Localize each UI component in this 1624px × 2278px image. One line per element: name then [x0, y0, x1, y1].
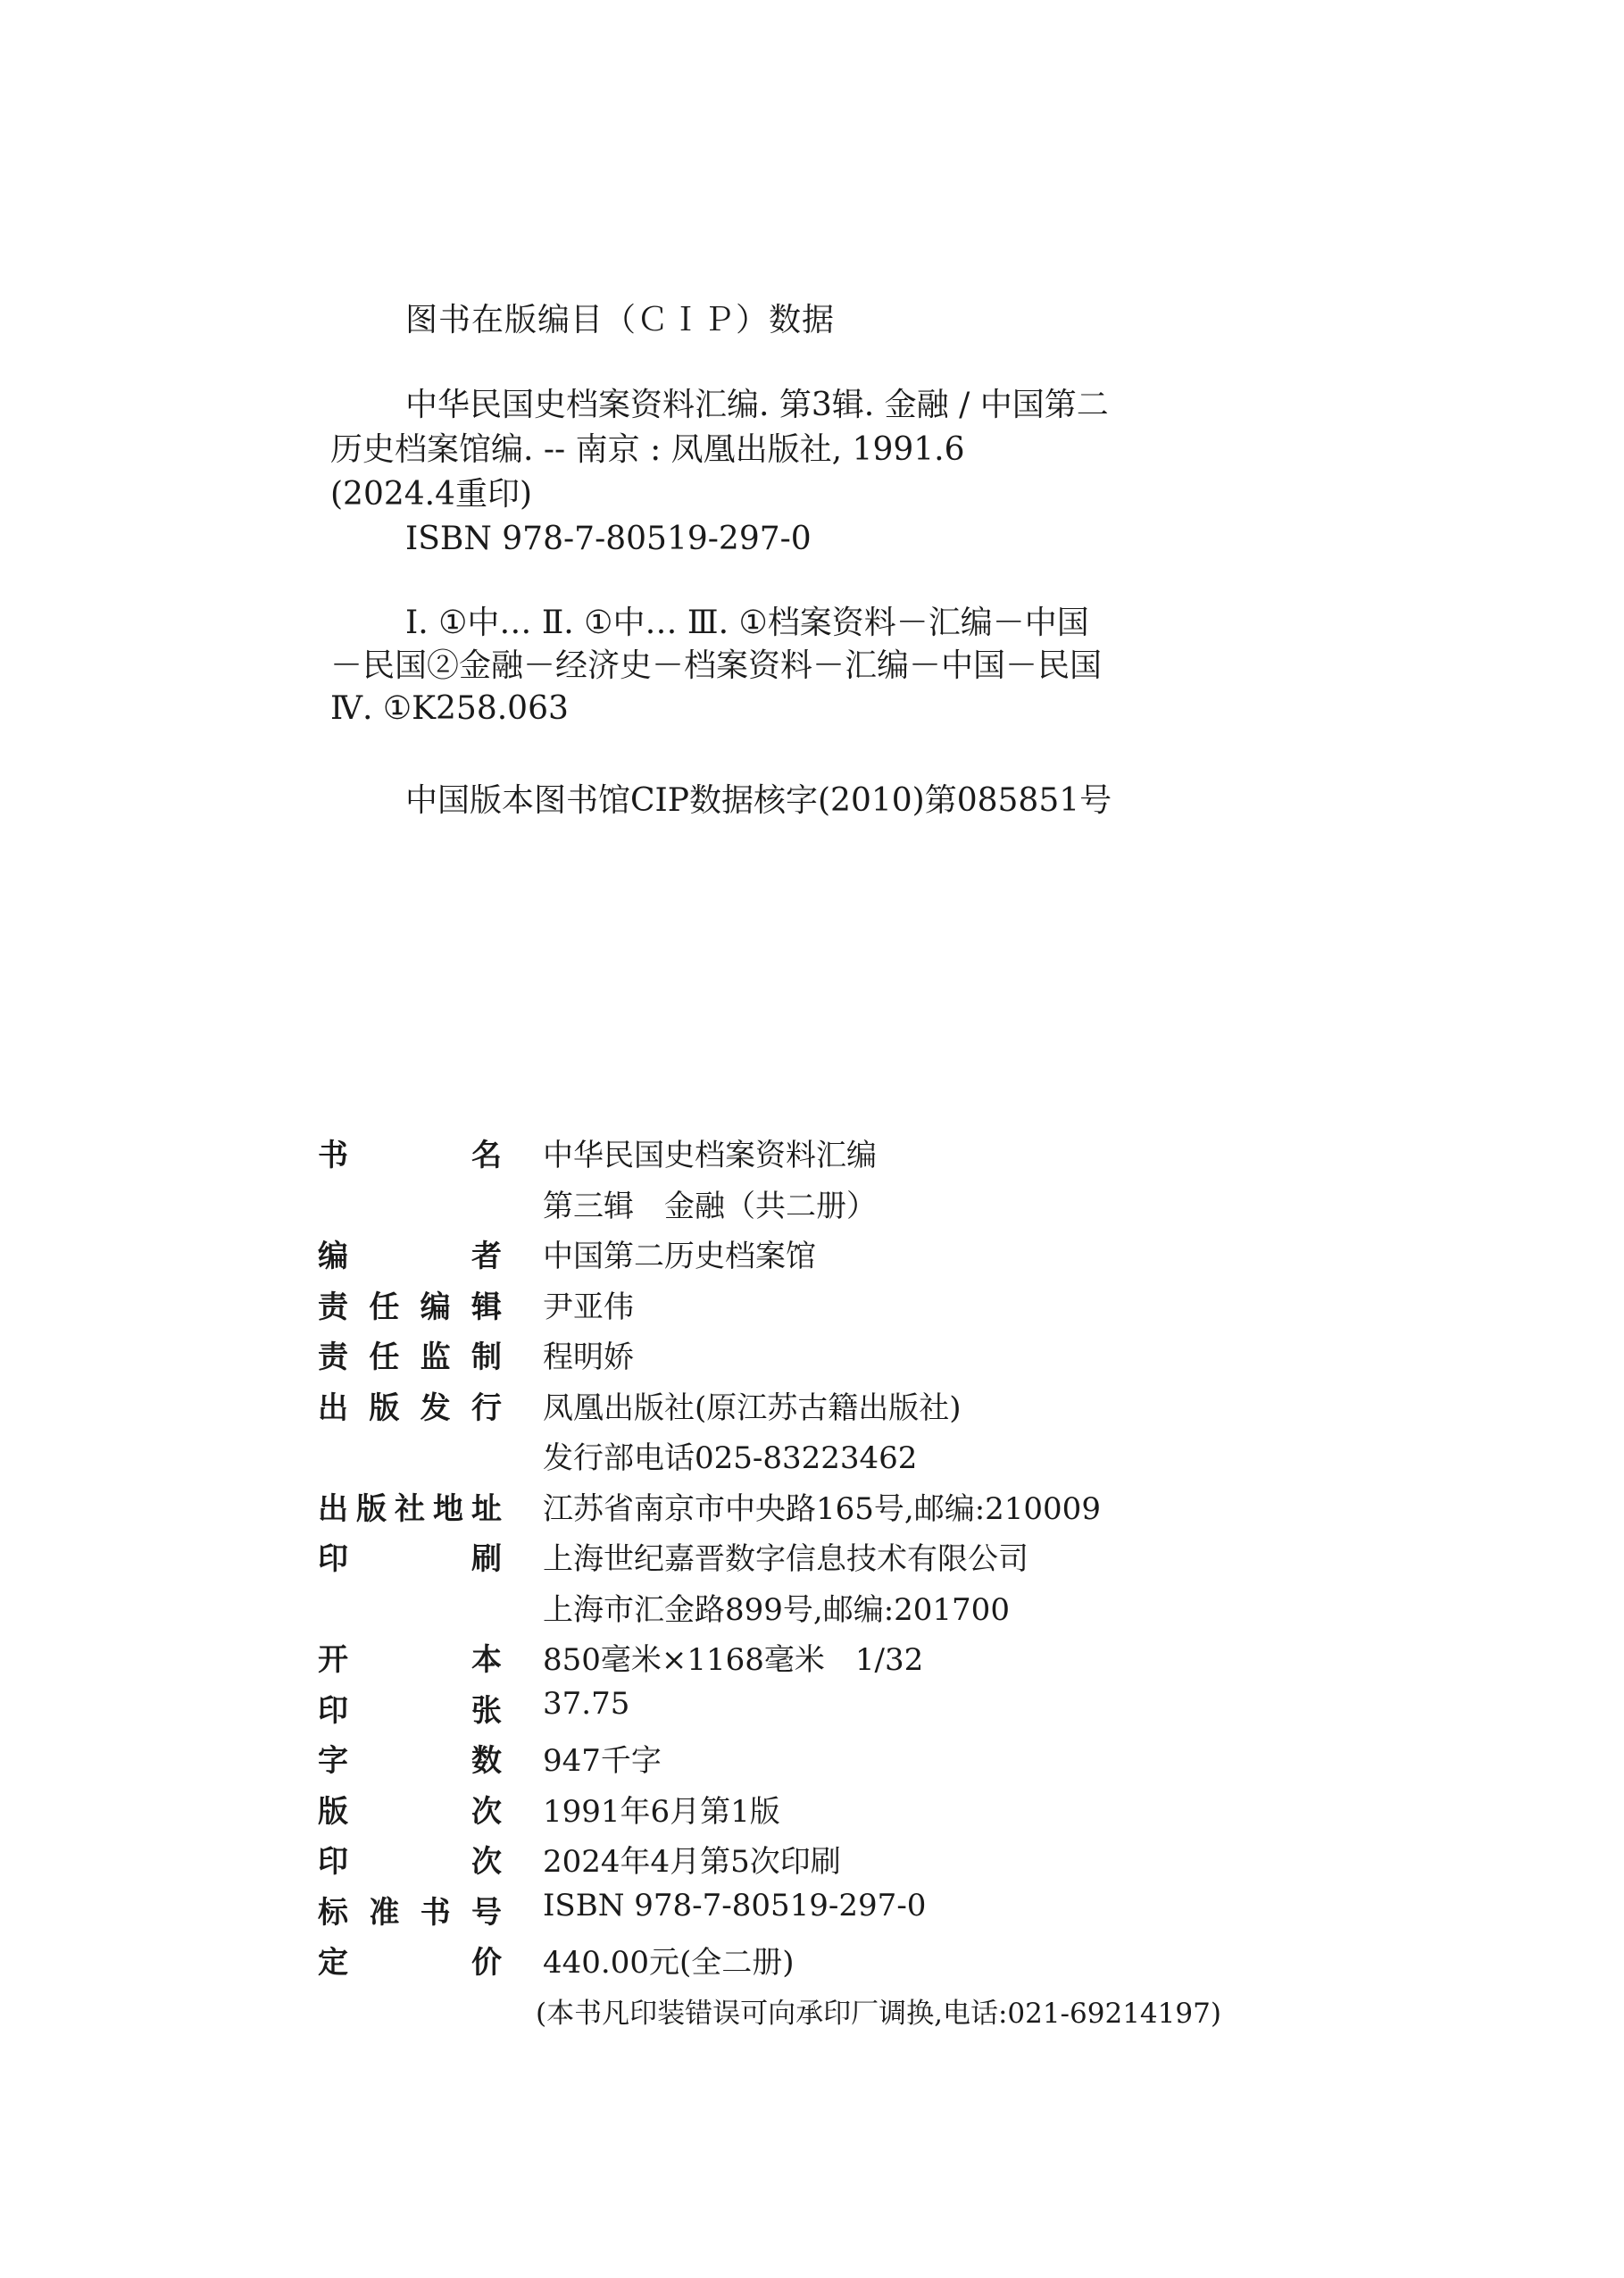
cip-heading: 图书在版编目（ＣＩＰ）数据 [405, 302, 836, 338]
info-label-char: 印 [318, 1844, 348, 1880]
info-label [318, 1383, 502, 1427]
info-value: 850毫米×1168毫米 1/32 [543, 1642, 924, 1678]
info-value: 程明娇 [543, 1339, 634, 1375]
info-label-char: 标 [318, 1894, 348, 1931]
info-label [318, 1131, 502, 1174]
info-label-char: 定 [318, 1945, 348, 1981]
info-value: 中国第二历史档案馆 [543, 1239, 816, 1274]
info-value: 上海市汇金路899号,邮编:201700 [543, 1591, 1010, 1628]
info-label-char: 出 [318, 1389, 348, 1426]
info-label-char: 址 [471, 1490, 502, 1527]
info-label [318, 1888, 502, 1932]
info-value: 947千字 [543, 1743, 662, 1779]
info-label-char: 任 [369, 1339, 400, 1375]
info-label [318, 1231, 502, 1275]
info-label-char: 价 [471, 1945, 502, 1981]
info-label-char: 印 [318, 1541, 348, 1577]
info-label [318, 1686, 502, 1730]
info-label-char: 编 [420, 1289, 451, 1325]
info-label-char: 地 [433, 1490, 463, 1527]
info-label-char: 发 [420, 1389, 451, 1426]
info-label-char: 号 [471, 1894, 502, 1931]
info-label-char: 字 [318, 1743, 348, 1779]
info-label-char: 版 [356, 1490, 387, 1527]
info-label-char: 张 [471, 1692, 502, 1729]
info-value: 尹亚伟 [543, 1289, 634, 1325]
info-value: 440.00元(全二册) [543, 1945, 795, 1981]
info-label-char: 社 [395, 1490, 425, 1527]
cip-subject-line-2: －民国②金融－经济史－档案资料－汇编－中国－民国 [330, 647, 1103, 684]
info-label-char: 书 [420, 1894, 451, 1931]
info-label [318, 1635, 502, 1679]
info-label-char: 本 [471, 1642, 502, 1678]
info-label-char: 任 [369, 1289, 400, 1325]
info-label-char: 出 [318, 1490, 348, 1527]
info-value: 第三辑 金融（共二册） [543, 1188, 877, 1224]
info-value: 发行部电话025-83223462 [543, 1440, 918, 1476]
info-label-char: 版 [318, 1793, 348, 1830]
cip-subject-line-3: Ⅳ. ①K258.063 [330, 690, 569, 727]
info-value: 37.75 [543, 1685, 630, 1722]
info-label [318, 1787, 502, 1831]
info-label-char: 行 [471, 1389, 502, 1426]
cip-isbn-line: ISBN 978-7-80519-297-0 [405, 521, 812, 557]
info-label-char: 责 [318, 1339, 348, 1375]
info-label-char: 名 [471, 1138, 502, 1173]
cip-entry-line-1: 中华民国史档案资料汇编. 第3辑. 金融 / 中国第二 [405, 387, 1109, 423]
info-label [318, 1282, 502, 1326]
cip-entry-line-3: (2024.4重印) [330, 476, 533, 513]
info-label [318, 1484, 502, 1528]
info-value: ISBN 978-7-80519-297-0 [543, 1887, 927, 1923]
info-label-char: 责 [318, 1289, 348, 1325]
info-label-char: 刷 [471, 1541, 502, 1577]
info-label-char: 次 [471, 1793, 502, 1830]
info-label [318, 1938, 502, 1982]
info-value: 1991年6月第1版 [543, 1793, 780, 1830]
info-label-char: 者 [471, 1239, 502, 1274]
info-label-char: 印 [318, 1692, 348, 1729]
replacement-note: (本书凡印装错误可向承印厂调换,电话:021-69214197) [536, 1997, 1221, 2030]
info-label-char: 次 [471, 1844, 502, 1880]
info-label-char: 开 [318, 1642, 348, 1678]
info-value: 凤凰出版社(原江苏古籍出版社) [543, 1389, 962, 1426]
info-label-char: 版 [369, 1389, 400, 1426]
info-label [318, 1534, 502, 1578]
cip-subject-line-1: Ⅰ. ①中… Ⅱ. ①中… Ⅲ. ①档案资料－汇编－中国 [405, 605, 1089, 641]
info-label [318, 1332, 502, 1376]
info-label-char: 监 [420, 1339, 451, 1375]
info-label [318, 1837, 502, 1881]
info-label-char: 准 [369, 1894, 400, 1931]
info-value: 上海世纪嘉晋数字信息技术有限公司 [543, 1541, 1029, 1577]
info-value: 中华民国史档案资料汇编 [543, 1138, 877, 1173]
info-value: 江苏省南京市中央路165号,邮编:210009 [543, 1490, 1101, 1527]
info-label-char: 编 [318, 1239, 348, 1274]
cip-entry-line-2: 历史档案馆编. -- 南京 : 凤凰出版社, 1991.6 [330, 431, 965, 468]
info-label-char: 数 [471, 1743, 502, 1779]
info-value: 2024年4月第5次印刷 [543, 1844, 841, 1880]
info-label [318, 1736, 502, 1780]
info-label-char: 书 [318, 1138, 348, 1173]
info-label-char: 制 [471, 1339, 502, 1375]
info-label-char: 辑 [471, 1289, 502, 1325]
cip-verification-number: 中国版本图书馆CIP数据核字(2010)第085851号 [405, 782, 1112, 819]
